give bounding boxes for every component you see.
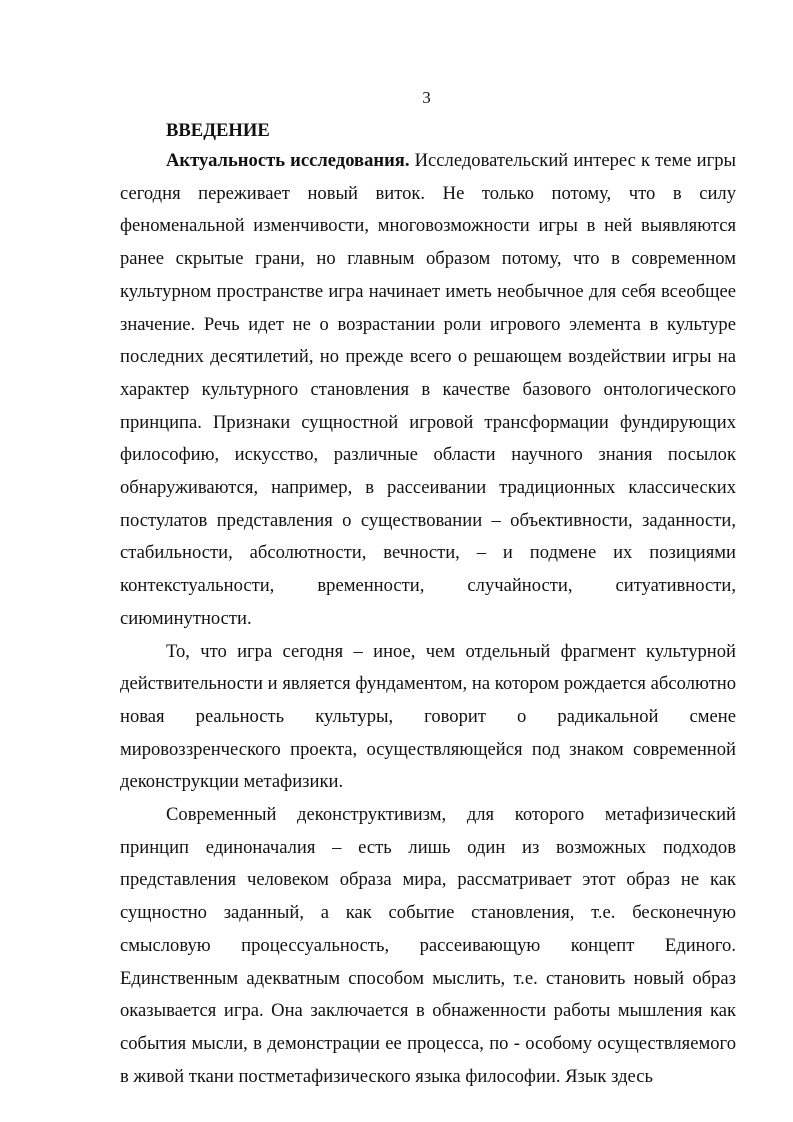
paragraph-1 [120,145,736,636]
paragraph-3 [120,799,736,1093]
paragraph-text: Исследовательский интерес к теме игры сегодня переживает новый виток. Не только потому, что в силу феноменальной изменчивости, многовозможности игры в ней выявляются ранее скрытые грани, но главным образом потому, что в современном культурном пространстве игра начинает иметь необычное для себя всеобщее значение. Речь идет не о возрастании роли игрового элемента в культуре последних десятилетий, но прежде всего о решающем воздействии игры на характер культурного становления в качестве базового онтологического принципа. Признаки сущностной игровой трансформации фундирующих философию, искусство, различные области научного знания посылок обнаруживаются, например, в рассеивании традиционных классических постулатов представления о существовании – объективности, заданности, стабильности, абсолютности, вечности, – и подмене их позициями контекстуальности, временности, случайности, ситуативности, сиюминутности. [120,150,736,629]
body-text [120,117,736,1093]
paragraph-text: То, что игра сегодня – иное, чем отдельный фрагмент культурной действительности и является фундаментом, на котором рождается абсолютно новая реальность культуры, говорит о радикальной смене мировоззренческого проекта, осуществляющейся под знаком современной деконструкции метафизики. [120,640,736,793]
paragraph-text: Современный деконструктивизм, для которого метафизический принцип единоначалия – есть лишь один из возможных подходов представления человеком образа мира, рассматривает этот образ не как сущностно заданный, а как событие становления, т.е. бесконечную смысловую процессуальность, рассеивающую концепт Единого. Единственным адекватным способом мыслить, т.е. становить новый образ оказывается игра. Она заключается в обнаженности работы мышления как события мысли, в демонстрации ее процесса, по - особому осуществляемого в живой ткани постметафизического языка философии. Язык здесь [120,804,736,1087]
paragraph-2 [120,636,736,800]
page-number: 3 [422,88,431,107]
section-heading: ВВЕДЕНИЕ [166,120,270,141]
paragraph-lead: Актуальность исследования. [166,150,410,171]
